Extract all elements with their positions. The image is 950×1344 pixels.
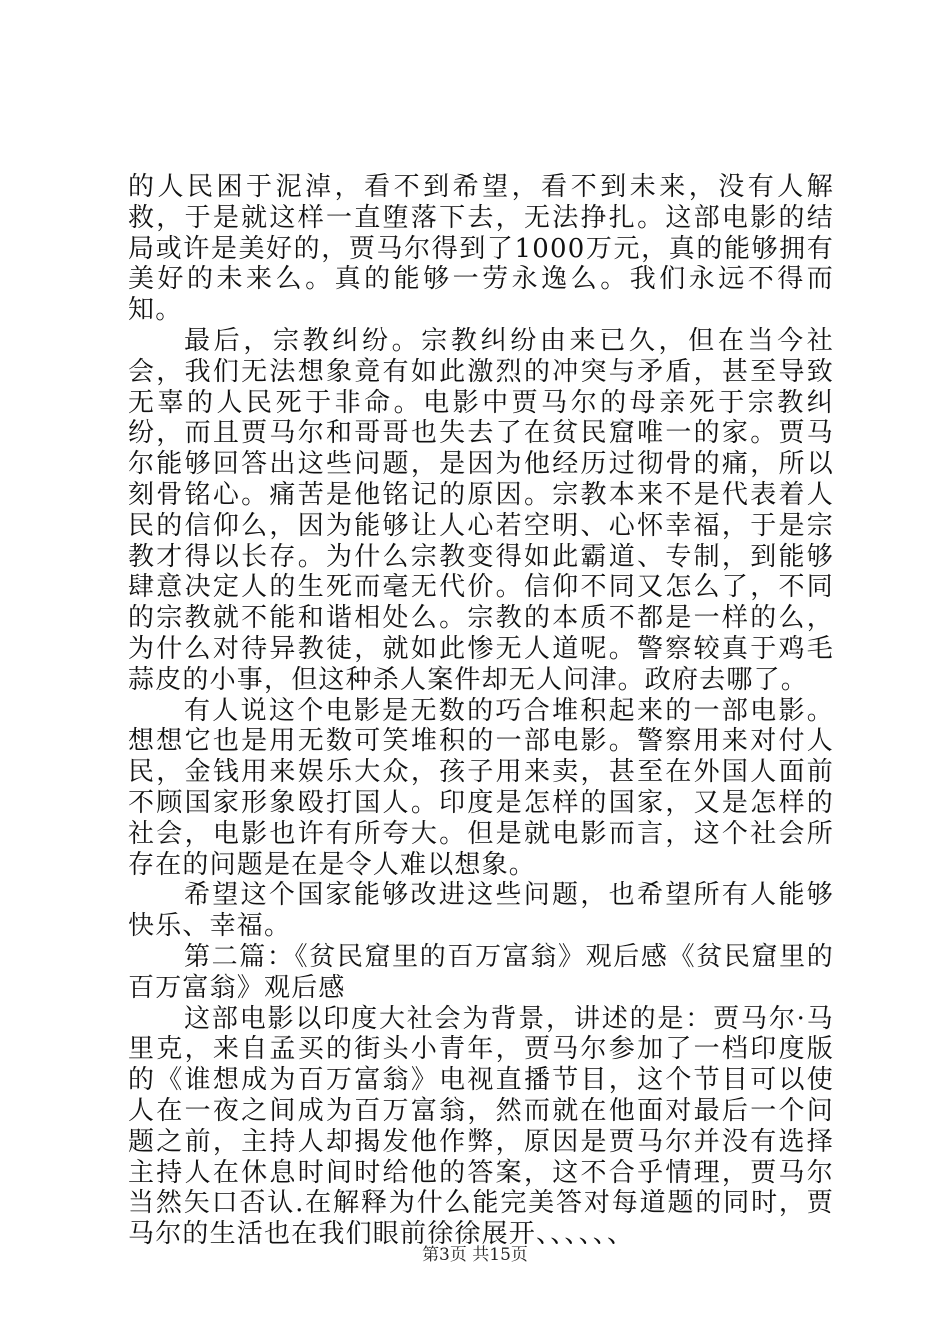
page-number-footer: 第3页 共15页 xyxy=(422,1245,528,1265)
paragraph-continuation: 的人民困于泥淖，看不到希望，看不到未来，没有人解救，于是就这样一直堕落下去，无法挣扎。这部电影的结局或许是美好的，贾马尔得到了1000万元，真的能够拥有美好的未来么。真的能够一劳永逸么。我们永远不得而知。 xyxy=(128,172,834,326)
body-text xyxy=(128,172,834,1250)
paragraph-religious-conflict: 最后，宗教纠纷。宗教纠纷由来已久，但在当今社会，我们无法想象竟有如此激烈的冲突与矛盾，甚至导致无辜的人民死于非命。电影中贾马尔的母亲死于宗教纠纷，而且贾马尔和哥哥也失去了在贫民窟唯一的家。贾马尔能够回答出这些问题，是因为他经历过彻骨的痛，所以刻骨铭心。痛苦是他铭记的原因。宗教本来不是代表着人民的信仰么，因为能够让人心若空明、心怀幸福，于是宗教才得以长存。为什么宗教变得如此霸道、专制，到能够肆意决定人的生死而毫无代价。信仰不同又怎么了，不同的宗教就不能和谐相处么。宗教的本质不都是一样的么，为什么对待异教徒，就如此惨无人道呢。警察较真于鸡毛蒜皮的小事，但这种杀人案件却无人问津。政府去哪了。 xyxy=(128,325,834,695)
paragraph-hope: 希望这个国家能够改进这些问题，也希望所有人能够快乐、幸福。 xyxy=(128,880,834,942)
section-heading: 第二篇：《贫民窟里的百万富翁》观后感《贫民窟里的百万富翁》观后感 xyxy=(128,941,834,1003)
paragraph-synopsis: 这部电影以印度大社会为背景，讲述的是：贾马尔·马里克，来自孟买的街头小青年，贾马尔参加了一档印度版的《谁想成为百万富翁》电视直播节目，这个节目可以使人在一夜之间成为百万富翁，然而就在他面对最后一个问题之前，主持人却揭发他作弊，原因是贾马尔并没有选择主持人在休息时间时给他的答案，这不合乎情理，贾马尔当然矢口否认.在解释为什么能完美答对每道题的同时，贾马尔的生活也在我们眼前徐徐展开、、、、、、 xyxy=(128,1003,834,1250)
paragraph-coincidences: 有人说这个电影是无数的巧合堆积起来的一部电影。想想它也是用无数可笑堆积的一部电影。警察用来对付人民，金钱用来娱乐大众，孩子用来卖，甚至在外国人面前不顾国家形象殴打国人。印度是怎样的国家，又是怎样的社会，电影也许有所夸大。但是就电影而言，这个社会所存在的问题是在是令人难以想象。 xyxy=(128,695,834,880)
